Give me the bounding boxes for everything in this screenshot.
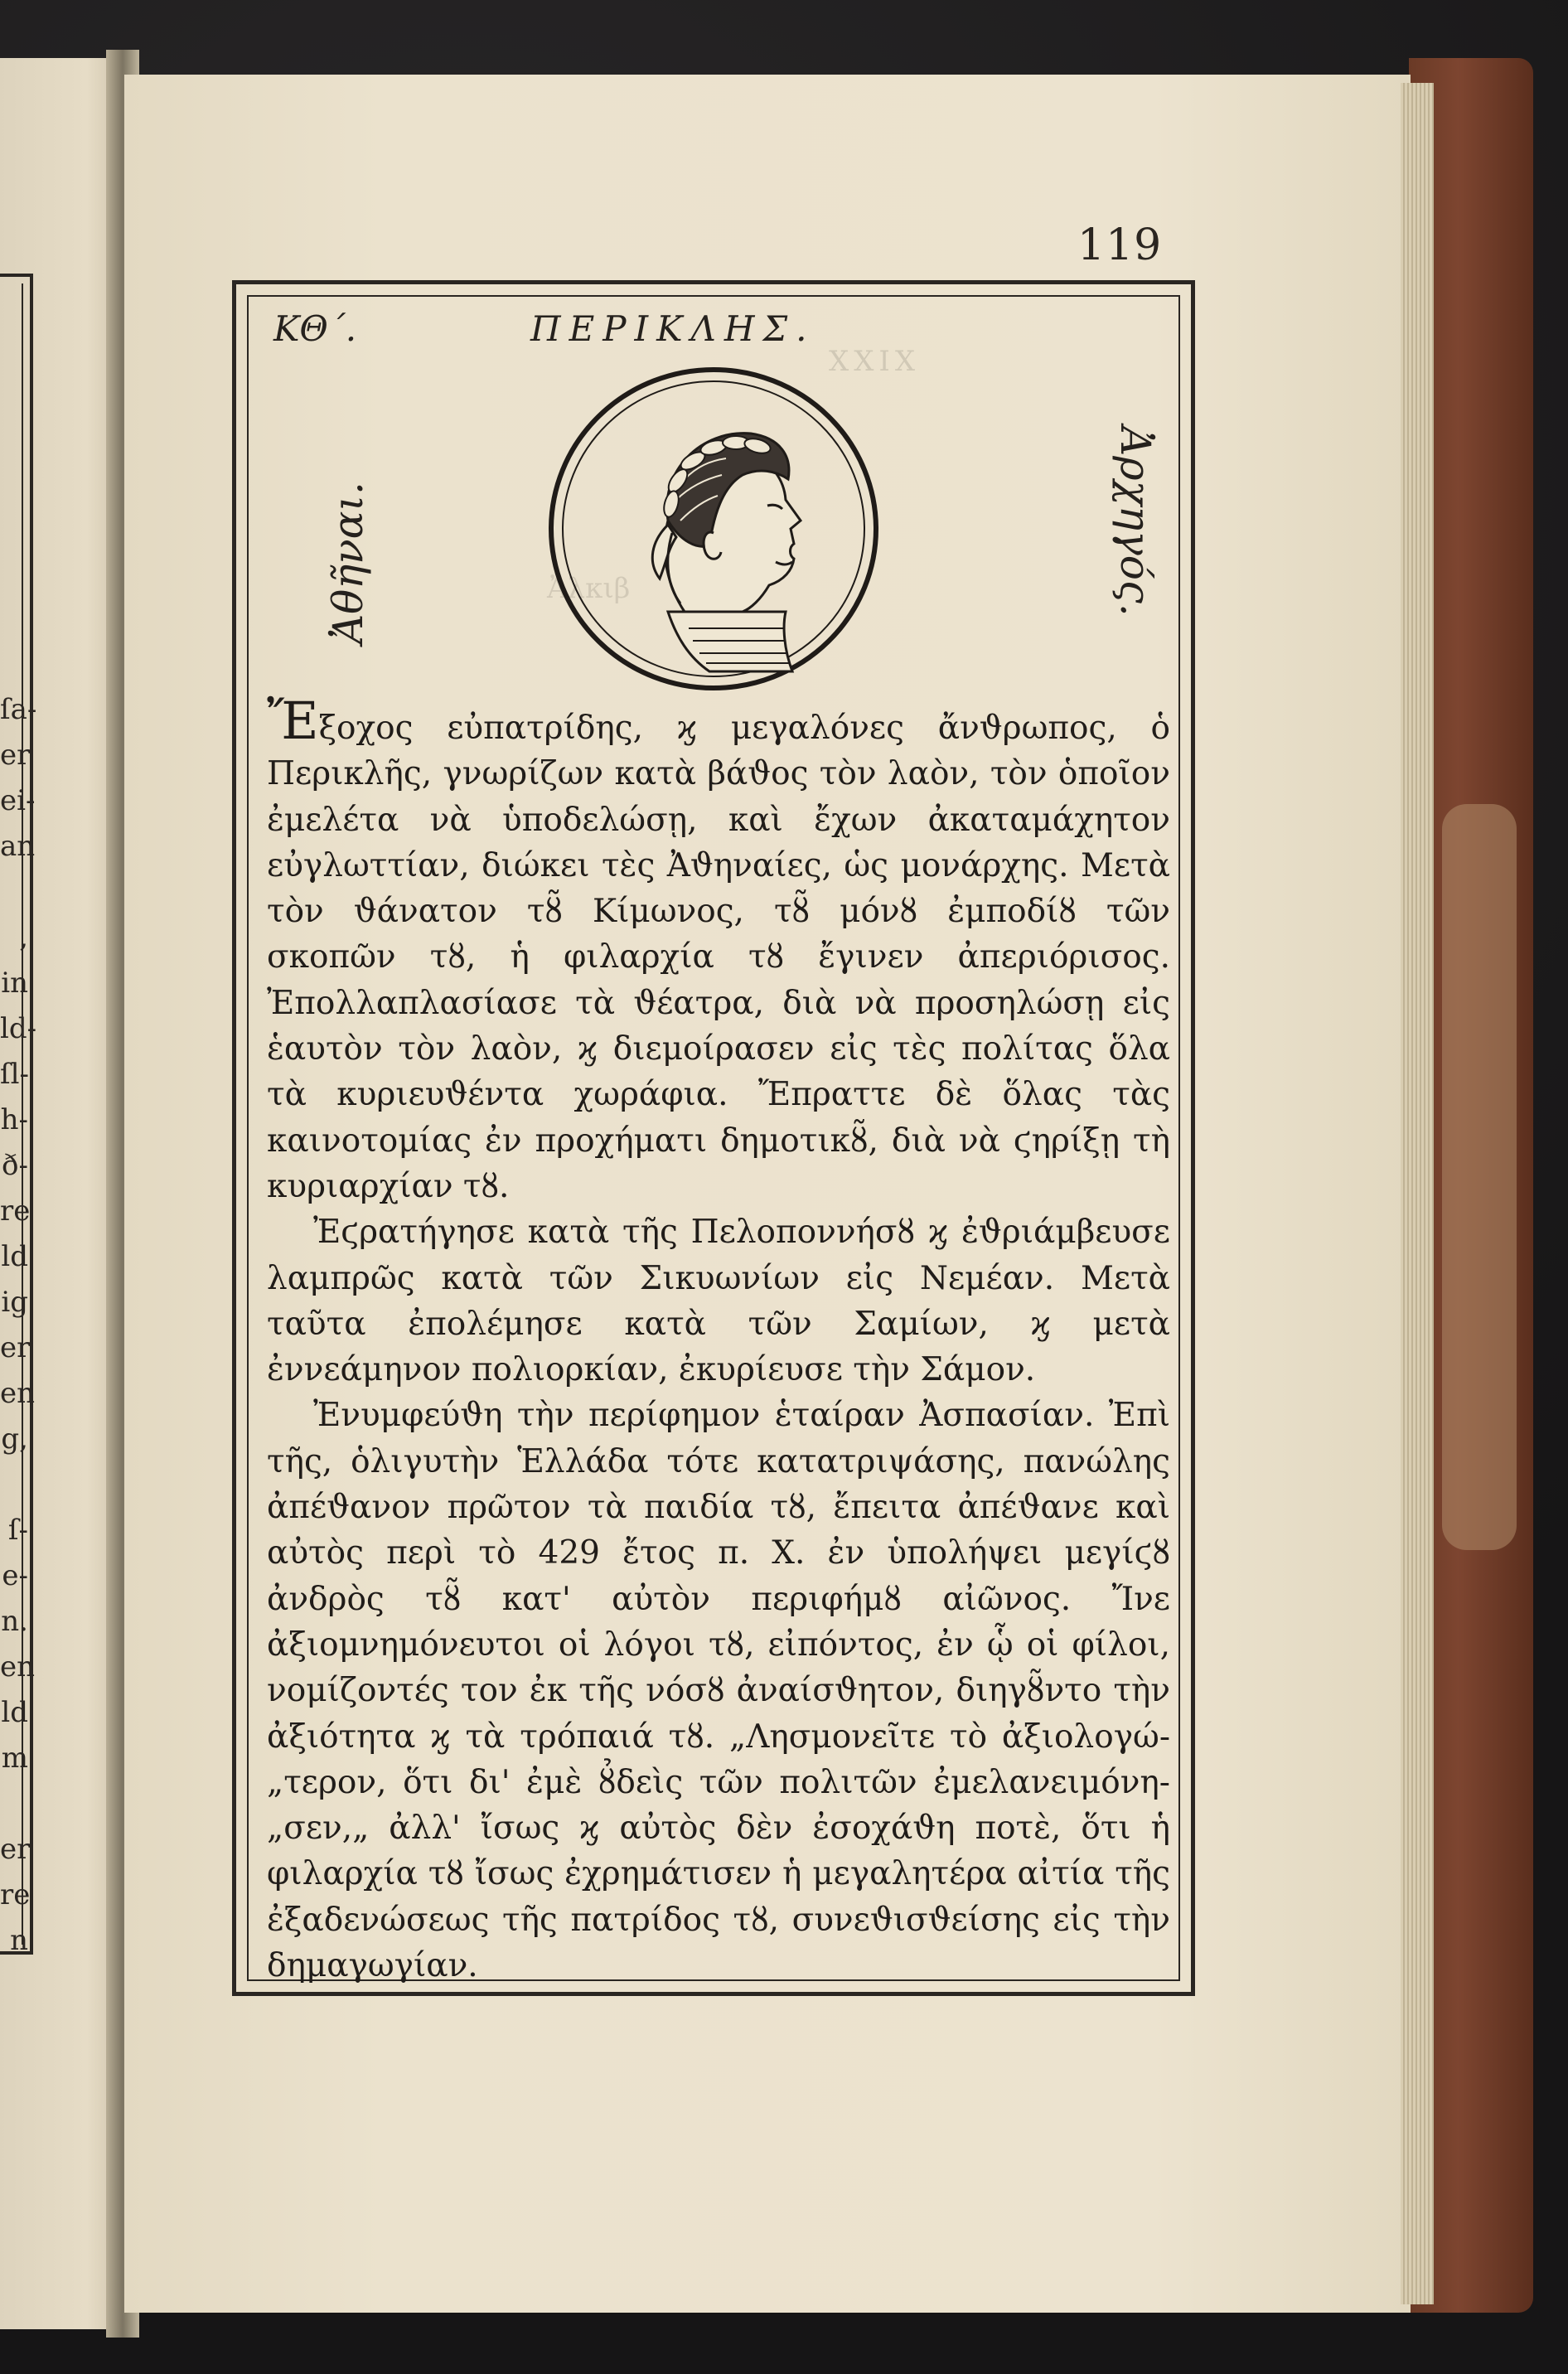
paragraph: Ἐνυμφεύϑη τὴν περίφημον ἑταίραν Ἀσπασίαν. Ἐπὶ τῆς, ὁλιγυτὴν Ἑλλάδα τότε κατατριψάσης, πανώλης ἀπέϑανον πρῶτον τὰ παιδία τȣ, ἔπειτα ἀπέϑανε καὶ αὐτὸς περὶ τὸ 429 ἔτος π. Χ. ἐν ὑπολήψει μεγίϛȣ ἀνδρὸς τȣ̃ κατ' αὐτὸν περιφήμȣ αἰῶνος. Ἴνε ἀξιομνημόνευτοι οἱ λόγοι τȣ, εἰπόντος, ἐν ᾧ οἱ φίλοι, νομίζοντές τον ἐκ τῆς νόσȣ ἀναίσϑητον, διηγȣ̃ντο τὴν ἀξιότητα ϗ τὰ τρόπαιά τȣ. „Λησμονεῖτε τὸ ἀξιολογώ-„τερον, ὅτι δι' ἐμὲ ȣ̉δεὶς τῶν πολιτῶν ἐμελανειμόνη-„σεν,„ ἀλλ' ἴσως ϗ αὐτὸς δὲν ἐσοχάϑη ποτὲ, ὅτι ἡ φιλαρχία τȣ ἴσως ἐχρημάτισεν ἡ μεγαλητέρα αἰτία τῆς ἐξαδενώσεως τῆς πατρίδος τȣ, συνεϑισϑείσης εἰς τὴν δημαγωγίαν. bbox=[267, 1397, 1170, 1985]
facing-page-fragment: ld- bbox=[0, 1012, 37, 1045]
facing-page-fragment: ſa- bbox=[0, 693, 37, 726]
facing-page-fragment: er bbox=[0, 739, 31, 772]
facing-page-fragment: h- bbox=[0, 1103, 28, 1136]
side-label-right: Ἀρχηγός. bbox=[1111, 426, 1159, 617]
paragraph: Ἔξοχος εὐπατρίδης, ϗ μεγαλόνες ἄνϑρωπος, ὁ Περικλῆς, γνωρίζων κατὰ βάϑος τὸν λαὸν, τὸν ὁποῖον ἐμελέτα νὰ ὑποδελώσῃ, καὶ ἔχων ἀκαταμάχητον εὐγλωττίαν, διώκει τὲς Ἀϑηναίες, ὡς μονάρχης. Μετὰ τὸν ϑάνατον τȣ̃ Κίμωνος, τȣ̃ μόνȣ ἐμποδίȣ τῶν σκοπῶν τȣ, ἡ φιλαρχία τȣ ἔγινεν ἀπεριόρισος. Ἐπολλαπλασίασε τὰ ϑέατρα, διὰ νὰ προσηλώσῃ εἰς ἑαυτὸν τὸν λαὸν, ϗ διεμοίρασεν εἰς τὲς πολίτας ὅλα τὰ κυριευϑέντα χωράφια. Ἔπραττε δὲ ὅλας τὰς καινοτομίας ἐν προχήματι δημοτικȣ̃, διὰ νὰ ϛηρίξῃ τὴ κυριαρχίαν τȣ. bbox=[267, 690, 1170, 1205]
facing-page-fragment: en bbox=[0, 1377, 36, 1410]
facing-page-fragment: ig bbox=[1, 1286, 28, 1319]
facing-page-fragment: , bbox=[19, 921, 28, 954]
facing-page-fragment: er bbox=[0, 1833, 31, 1866]
paragraph: Ἐϛρατήγησε κατὰ τῆς Πελοποννήσȣ ϗ ἐϑριάμβευσε λαμπρῶς κατὰ τῶν Σικυωνίων εἰς Νεμέαν. Μετὰ ταῦτα ἐπολέμησε κατὰ τῶν Σαμίων, ϗ μετὰ ἐννεάμηνον πολιορκίαν, ἐκυρίευσε τὴν Σάμον. bbox=[267, 1214, 1170, 1389]
facing-page-fragment: n. bbox=[1, 1605, 28, 1638]
facing-page-fragment: ld bbox=[1, 1240, 28, 1273]
facing-page-fragment: ſl- bbox=[0, 1058, 29, 1091]
facing-page-fragment: er bbox=[0, 1331, 31, 1364]
facing-page-fragment: an bbox=[0, 830, 36, 863]
laureate-head-medallion-icon bbox=[544, 363, 883, 695]
facing-page-fragment: in bbox=[1, 967, 28, 1000]
facing-page-fragment: ld bbox=[1, 1696, 28, 1729]
page-edges bbox=[1401, 83, 1434, 2304]
facing-page-fragment: re bbox=[0, 1878, 31, 1911]
show-through-text: Ἀλκιβ bbox=[547, 572, 631, 605]
entry-number: ΚΘ΄. bbox=[273, 308, 357, 349]
facing-page-fragment: en bbox=[0, 1650, 36, 1684]
facing-page-fragment: n bbox=[10, 1924, 28, 1957]
entry-body bbox=[267, 690, 1170, 1989]
facing-page-fragment: m bbox=[1, 1742, 28, 1775]
facing-page-fragment: e- bbox=[2, 1559, 28, 1592]
page-number: 119 bbox=[1077, 220, 1163, 270]
side-label-left: Ἀθῆναι. bbox=[324, 482, 372, 644]
drop-cap: Ἔ bbox=[267, 690, 319, 751]
show-through-text: ΧΧΙΧ bbox=[829, 345, 921, 378]
facing-page-fragment: g, bbox=[1, 1422, 28, 1456]
facing-page-fragment: ei- bbox=[0, 784, 36, 817]
facing-page-fragment: ð- bbox=[2, 1149, 28, 1182]
facing-page-fragment: re bbox=[0, 1194, 31, 1228]
facing-page-fragment: ſ- bbox=[7, 1514, 28, 1547]
entry-title: ΠΕΡΙΚΛΗΣ. bbox=[530, 308, 815, 349]
